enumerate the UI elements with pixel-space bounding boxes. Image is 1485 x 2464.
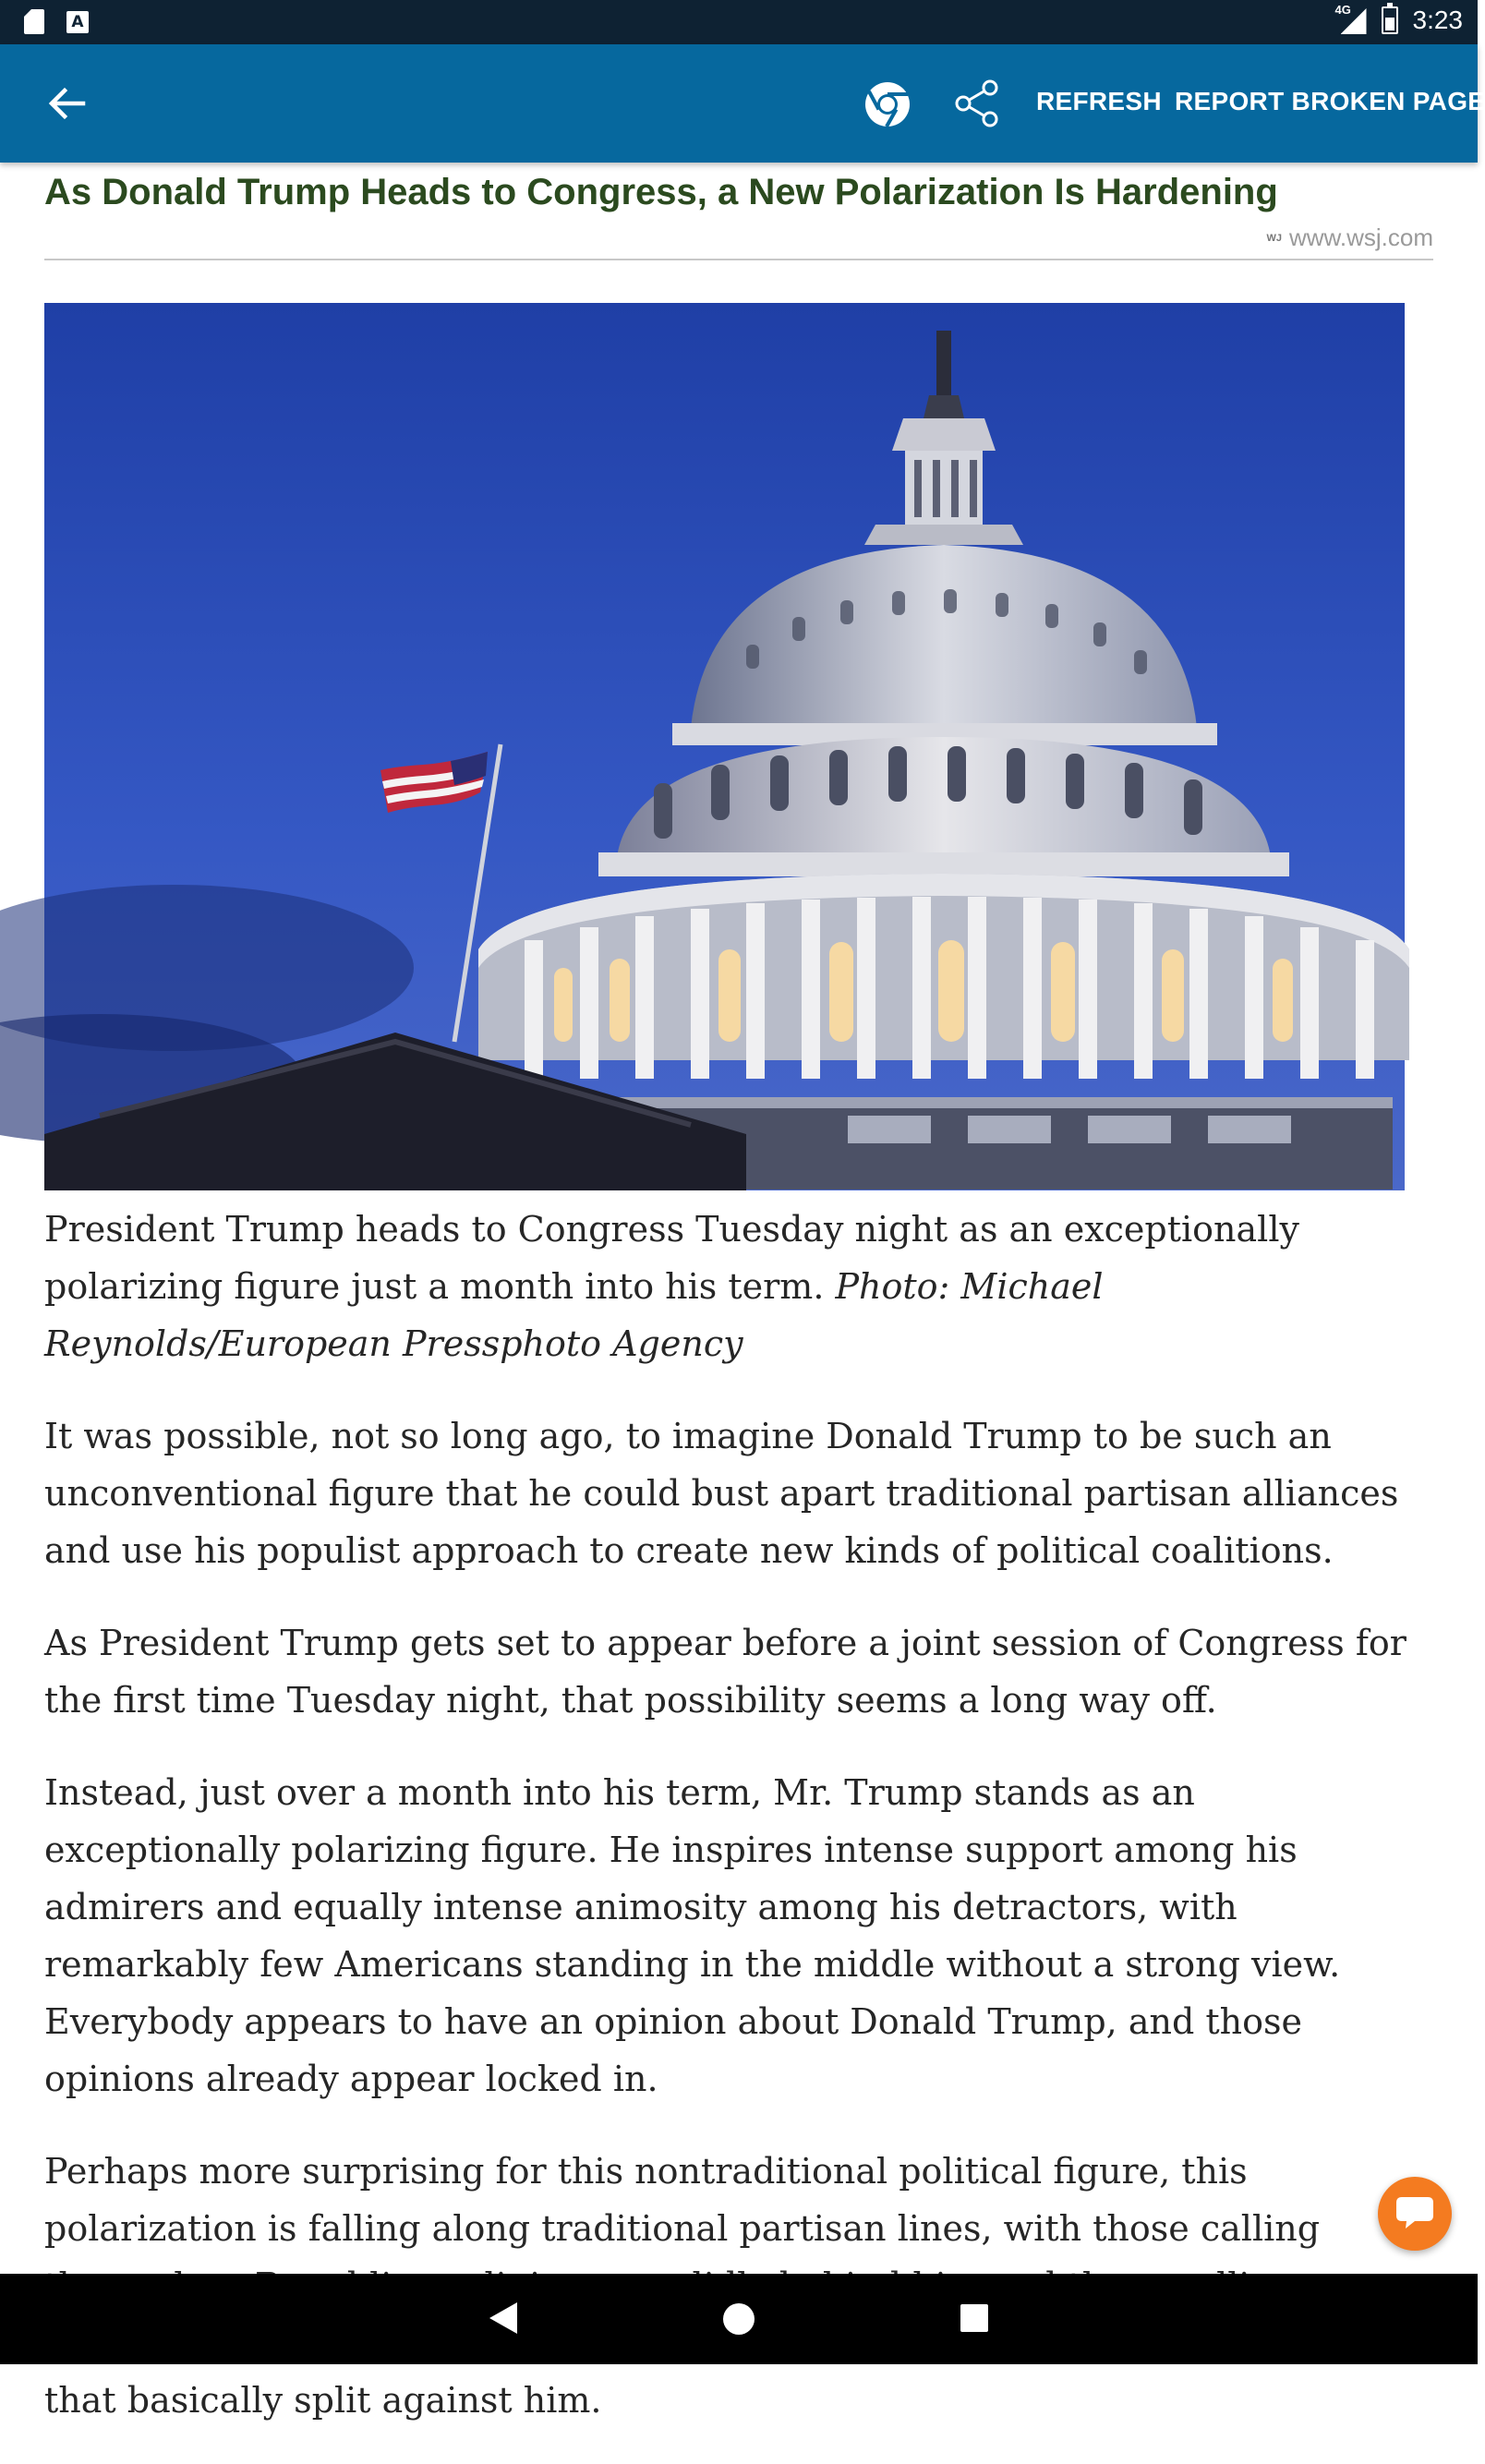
- nav-back-icon[interactable]: [489, 2302, 517, 2334]
- source-url: www.wsj.com: [1288, 223, 1433, 251]
- caption-text: President Trump heads to Congress Tuesday night as an exceptionally polarizing figure just a month into his term.: [44, 1209, 1299, 1307]
- nav-recents-icon[interactable]: [960, 2304, 988, 2332]
- article-headline: As Donald Trump Heads to Congress, a New Polarization Is Hardening: [44, 172, 1278, 212]
- status-bar: [0, 0, 1478, 44]
- network-type-label: 4G: [1334, 3, 1351, 17]
- refresh-button[interactable]: REFRESH: [1036, 87, 1162, 115]
- chrome-icon: [863, 79, 912, 129]
- system-navigation-bar: [0, 2274, 1478, 2364]
- app-bar: [0, 44, 1485, 163]
- wsj-logo-icon: WJ: [1266, 232, 1282, 244]
- share-button[interactable]: [951, 78, 1003, 129]
- article-photo[interactable]: [44, 303, 1405, 1190]
- battery-icon: [1382, 6, 1398, 34]
- cell-signal-icon: [1334, 3, 1367, 34]
- photo-credit: Photo: Michael Reynolds/European Pressphoto Agency: [44, 1266, 1104, 1364]
- capitol-dome-image: [44, 303, 1405, 1190]
- divider: [44, 259, 1433, 260]
- sd-card-icon: [24, 9, 44, 34]
- nav-home-icon[interactable]: [723, 2303, 755, 2335]
- paragraph: Instead, just over a month into his term, Mr. Trump stands as an exceptionally polarizing figure. He inspires intense support among his admirers and equally intense animosity among his detractors, with remarkably few Americans standing in the middle without a strong view. Everybody appears to have an opinion about Donald Trump, and those opinions already appear locked in.: [44, 1772, 1341, 2099]
- back-arrow-icon: [42, 79, 91, 127]
- chat-bubble-icon: [1394, 2195, 1435, 2232]
- paragraph: Perhaps more surprising for this nontraditional political figure, this polarization is falling along traditional partisan lines, with those calling that basically split against him.: [44, 2151, 1321, 2421]
- report-broken-page-button[interactable]: REPORT BROKEN PAGE: [1175, 87, 1485, 115]
- back-button[interactable]: [42, 79, 91, 127]
- clock: 3:23: [1412, 6, 1463, 34]
- paragraph: It was possible, not so long ago, to imagine Donald Trump to be such an unconventional figure that he could bust apart traditional partisan alliances and use his populist approach to create new kinds of political coalitions.: [44, 1416, 1399, 1571]
- chat-button[interactable]: [1378, 2177, 1452, 2251]
- photo-caption: [44, 1201, 1439, 1372]
- source-link[interactable]: [1266, 223, 1433, 252]
- paragraph: As President Trump gets set to appear before a joint session of Congress for the first time Tuesday night, that possibility seems a long way off.: [44, 1623, 1407, 1721]
- share-icon: [951, 78, 1003, 129]
- accessibility-icon: A: [66, 11, 89, 33]
- open-in-chrome-button[interactable]: [863, 79, 912, 129]
